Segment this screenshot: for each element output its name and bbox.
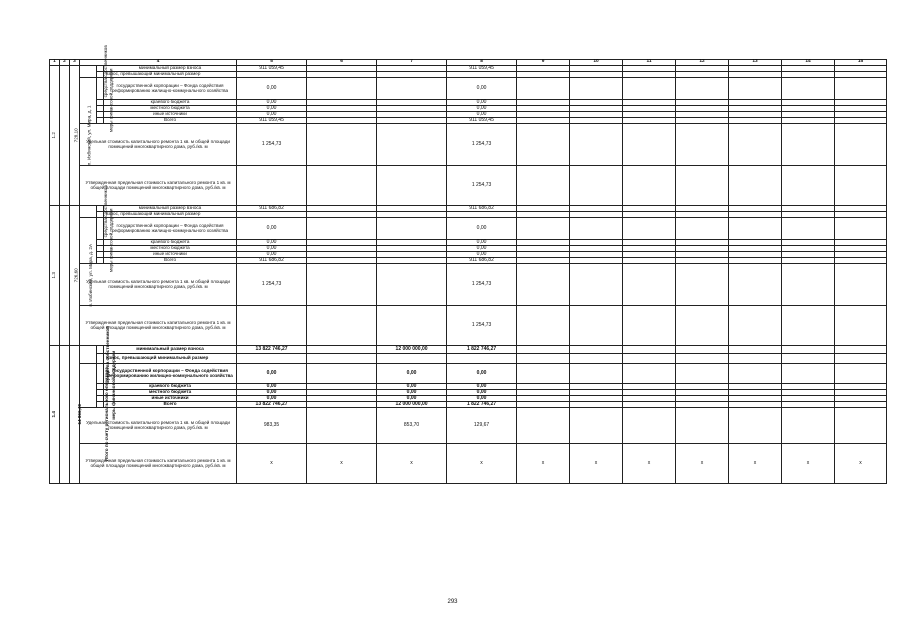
unit-cost-label: Удельная стоимость капитального ремонта 1 кв. м общей площади помещений многоквартирного дома, руб./кв. м <box>80 263 237 305</box>
col-header-4: 4 <box>80 60 237 66</box>
value-cell-15 <box>835 77 887 99</box>
value-cell-5: 0,00 <box>237 245 307 251</box>
value-cell-13 <box>729 123 782 165</box>
row-label: минимальный размер взноса <box>104 205 237 211</box>
value-cell-12 <box>676 77 729 99</box>
row-label: местного бюджета <box>104 245 237 251</box>
value-cell-7 <box>377 123 447 165</box>
budget-table <box>49 45 887 484</box>
value-cell-5 <box>237 305 307 345</box>
col-header-5: 5 <box>237 60 307 66</box>
value-cell-13 <box>729 353 782 363</box>
value-cell-8: 1 254,73 <box>447 263 517 305</box>
value-cell-7 <box>377 217 447 239</box>
financial-support-group-text: меры финансовой поддержки <box>111 350 117 420</box>
col-header-15: 15 <box>835 60 887 66</box>
value-cell-15: x <box>835 443 887 483</box>
value-cell-13 <box>729 345 782 353</box>
value-cell-8: 0,00 <box>447 383 517 389</box>
value-cell-5: 0,00 <box>237 389 307 395</box>
col-header-13: 13 <box>729 60 782 66</box>
value-cell-9 <box>517 345 570 353</box>
value-cell-9 <box>517 217 570 239</box>
value-cell-7 <box>377 263 447 305</box>
value-cell-5: x <box>237 443 307 483</box>
table-row <box>50 165 887 205</box>
row-label: государственной корпорации – Фонда содействия реформированию жилищно-коммунального хозяйства <box>104 363 237 383</box>
value-cell-13 <box>729 217 782 239</box>
row-label: местного бюджета <box>104 105 237 111</box>
col-header-1: 1 <box>50 60 60 66</box>
owners-funds-group <box>80 45 108 98</box>
address-cell-text: п. Ихбинский, ул. Мира, д. 1 <box>86 105 92 166</box>
value-cell-11 <box>623 77 676 99</box>
value-cell-8: 1 254,73 <box>447 165 517 205</box>
row-number <box>50 345 60 483</box>
value-cell-11 <box>623 263 676 305</box>
value-cell-9 <box>517 263 570 305</box>
col-header-3: 3 <box>70 60 80 66</box>
row-label: минимальный размер взноса <box>104 345 237 353</box>
value-cell-8: 1 822 746,27 <box>447 401 517 407</box>
value-cell-12: x <box>676 443 729 483</box>
row-label: иные источники <box>104 111 237 117</box>
value-cell-9 <box>517 77 570 99</box>
col-header-8: 8 <box>447 60 517 66</box>
value-cell-8: 911 059,45 <box>447 65 517 71</box>
value-cell-6 <box>307 353 377 363</box>
area-cell-text: 726,60 <box>73 268 79 283</box>
value-cell-15 <box>835 363 887 383</box>
value-cell-6 <box>307 345 377 353</box>
value-cell-6 <box>307 305 377 345</box>
row-number-text: 1.3 <box>51 272 57 279</box>
value-cell-6 <box>307 363 377 383</box>
value-cell-11: x <box>623 443 676 483</box>
row-label: взнос, превышающий минимальный размер <box>104 71 237 77</box>
value-cell-5: 0,00 <box>237 217 307 239</box>
value-cell-13 <box>729 407 782 443</box>
value-cell-9 <box>517 165 570 205</box>
value-cell-13 <box>729 165 782 205</box>
value-cell-7: 12 000 000,00 <box>377 401 447 407</box>
row-label: местного бюджета <box>104 389 237 395</box>
table-row <box>50 217 887 239</box>
value-cell-8: 0,00 <box>447 99 517 105</box>
value-cell-5: 0,00 <box>237 111 307 117</box>
row-label: минимальный размер взноса <box>104 65 237 71</box>
value-cell-14 <box>782 407 835 443</box>
value-cell-8: 911 686,82 <box>447 257 517 263</box>
value-cell-8: 1 254,73 <box>447 305 517 345</box>
value-cell-9 <box>517 353 570 363</box>
col-header-7: 7 <box>377 60 447 66</box>
unit-cost-label: Удельная стоимость капитального ремонта 1 кв. м общей площади помещений многоквартирного дома, руб./кв. м <box>80 407 237 443</box>
value-cell-12 <box>676 305 729 345</box>
row-label: взнос, превышающий минимальный размер <box>104 211 237 217</box>
col-header-14: 14 <box>782 60 835 66</box>
value-cell-12 <box>676 353 729 363</box>
table-body <box>50 45 887 484</box>
value-cell-15 <box>835 345 887 353</box>
value-cell-11 <box>623 217 676 239</box>
approved-cost-label: Утвержденная предельная стоимость капитального ремонта 1 кв. м общей площади помещений многоквартирного дома, руб./кв. м <box>80 305 237 345</box>
area-cell <box>70 345 80 483</box>
value-cell-10 <box>570 345 623 353</box>
row-label: краевого бюджета <box>104 99 237 105</box>
col-header-9: 9 <box>517 60 570 66</box>
value-cell-7 <box>377 165 447 205</box>
value-cell-5: 983,35 <box>237 407 307 443</box>
value-cell-14 <box>782 363 835 383</box>
value-cell-14 <box>782 123 835 165</box>
value-cell-5: 911 686,82 <box>237 257 307 263</box>
value-cell-8: 1 254,73 <box>447 123 517 165</box>
value-cell-6 <box>307 77 377 99</box>
approved-cost-label: Утвержденная предельная стоимость капитального ремонта 1 кв. м общей площади помещений многоквартирного дома, руб./кв. м <box>80 165 237 205</box>
row-label: иные источники <box>104 395 237 401</box>
value-cell-6 <box>307 407 377 443</box>
value-cell-7: 12 000 000,00 <box>377 345 447 353</box>
value-cell-5 <box>237 165 307 205</box>
value-cell-15 <box>835 165 887 205</box>
value-cell-10: x <box>570 443 623 483</box>
col-header-10: 10 <box>570 60 623 66</box>
table-row <box>50 123 887 165</box>
row-label: взнос, превышающий минимальный размер <box>104 353 237 363</box>
value-cell-8: 129,67 <box>447 407 517 443</box>
value-cell-13 <box>729 77 782 99</box>
value-cell-12 <box>676 263 729 305</box>
approved-cost-label: Утвержденная предельная стоимость капитального ремонта 1 кв. м общей площади помещений многоквартирного дома, руб./кв. м <box>80 443 237 483</box>
value-cell-10 <box>570 263 623 305</box>
table-row <box>50 77 887 99</box>
value-cell-5: 911 059,45 <box>237 117 307 123</box>
value-cell-11 <box>623 165 676 205</box>
page-number: 293 <box>447 599 458 605</box>
value-cell-11 <box>623 407 676 443</box>
owners-funds-group-text: средства собственников <box>102 185 108 238</box>
value-cell-8: 0,00 <box>447 111 517 117</box>
area-cell-text: 728,10 <box>73 128 79 143</box>
value-cell-11 <box>623 305 676 345</box>
value-cell-15 <box>835 353 887 363</box>
value-cell-15 <box>835 407 887 443</box>
value-cell-13 <box>729 363 782 383</box>
value-cell-10 <box>570 217 623 239</box>
value-cell-5: 0,00 <box>237 251 307 257</box>
value-cell-7: 0,00 <box>377 383 447 389</box>
value-cell-11 <box>623 353 676 363</box>
value-cell-6 <box>307 165 377 205</box>
row-number <box>50 65 60 205</box>
value-cell-10 <box>570 123 623 165</box>
row-label: Всего <box>104 401 237 407</box>
value-cell-7: 853,70 <box>377 407 447 443</box>
value-cell-5: 911 059,45 <box>237 65 307 71</box>
value-cell-8: 0,00 <box>447 105 517 111</box>
value-cell-14: x <box>782 443 835 483</box>
value-cell-10 <box>570 305 623 345</box>
value-cell-12 <box>676 217 729 239</box>
owners-funds-group <box>80 185 108 238</box>
value-cell-9 <box>517 407 570 443</box>
value-cell-12 <box>676 123 729 165</box>
address-cell-text: п. Ихбинский, ул. Мира, д. 2А <box>88 243 94 307</box>
table-row <box>50 353 887 363</box>
owners-funds-group-text: средства собственников <box>105 325 111 383</box>
unit-cost-label: Удельная стоимость капитального ремонта 1 кв. м общей площади помещений многоквартирного дома, руб./кв. м <box>80 123 237 165</box>
value-cell-7: 0,00 <box>377 363 447 383</box>
financial-support-group-text: меры финансовой поддержки <box>108 68 114 133</box>
value-cell-8: 911 686,82 <box>447 205 517 211</box>
value-cell-7: x <box>377 443 447 483</box>
value-cell-14 <box>782 165 835 205</box>
value-cell-10 <box>570 165 623 205</box>
row-label: краевого бюджета <box>104 383 237 389</box>
value-cell-15 <box>835 217 887 239</box>
value-cell-14 <box>782 217 835 239</box>
table-row <box>50 305 887 345</box>
value-cell-8: 0,00 <box>447 389 517 395</box>
value-cell-10 <box>570 363 623 383</box>
row-label: краевого бюджета <box>104 239 237 245</box>
spacer-cell <box>97 345 104 353</box>
col-header-6: 6 <box>307 60 377 66</box>
row-label: государственной корпорации – Фонда содействия реформированию жилищно-коммунального хозяйства <box>104 217 237 239</box>
table-row <box>50 443 887 483</box>
value-cell-10 <box>570 407 623 443</box>
value-cell-7 <box>377 305 447 345</box>
table-row <box>50 407 887 443</box>
owners-funds-group-text: средства собственников <box>102 45 108 98</box>
value-cell-14 <box>782 353 835 363</box>
area-cell <box>70 205 80 345</box>
value-cell-13 <box>729 263 782 305</box>
spacer-cell <box>97 353 104 363</box>
value-cell-9: x <box>517 443 570 483</box>
value-cell-5: 0,00 <box>237 239 307 245</box>
row-label: Всего <box>104 257 237 263</box>
row-label: государственной корпорации – Фонда содействия реформированию жилищно-коммунального хозяйства <box>104 77 237 99</box>
value-cell-5: 911 686,82 <box>237 205 307 211</box>
owners-funds-group <box>80 325 111 383</box>
value-cell-9 <box>517 123 570 165</box>
value-cell-5: 13 822 746,27 <box>237 345 307 353</box>
row-label: Всего <box>104 117 237 123</box>
value-cell-13 <box>729 305 782 345</box>
value-cell-5: 0,00 <box>237 395 307 401</box>
value-cell-14 <box>782 305 835 345</box>
col-header-11: 11 <box>623 60 676 66</box>
value-cell-15 <box>835 123 887 165</box>
value-cell-12 <box>676 407 729 443</box>
col-header-2: 2 <box>60 60 70 66</box>
table-row <box>50 363 887 383</box>
value-cell-13: x <box>729 443 782 483</box>
financial-support-group-text: меры финансовой поддержки <box>108 208 114 273</box>
value-cell-12 <box>676 363 729 383</box>
value-cell-12 <box>676 165 729 205</box>
value-cell-15 <box>835 305 887 345</box>
value-cell-6 <box>307 263 377 305</box>
row-label: иные источники <box>104 251 237 257</box>
value-cell-8: 0,00 <box>447 217 517 239</box>
row-number <box>50 205 60 345</box>
value-cell-15 <box>835 263 887 305</box>
value-cell-5: 1 254,73 <box>237 263 307 305</box>
value-cell-8: x <box>447 443 517 483</box>
value-cell-7: 0,00 <box>377 389 447 395</box>
value-cell-10 <box>570 353 623 363</box>
address-cell-text: Итого по счету регионального оператора <box>103 367 109 462</box>
value-cell-6 <box>307 217 377 239</box>
value-cell-5: 0,00 <box>237 383 307 389</box>
value-cell-8: 1 822 746,27 <box>447 345 517 353</box>
area-cell-text: 14 066,40 <box>76 404 82 425</box>
value-cell-9 <box>517 363 570 383</box>
value-cell-9 <box>517 305 570 345</box>
col-header-12: 12 <box>676 60 729 66</box>
value-cell-10 <box>570 77 623 99</box>
value-cell-7: 0,00 <box>377 395 447 401</box>
value-cell-11 <box>623 345 676 353</box>
value-cell-11 <box>623 123 676 165</box>
table-row <box>50 263 887 305</box>
value-cell-11 <box>623 363 676 383</box>
value-cell-5: 0,00 <box>237 363 307 383</box>
value-cell-8: 0,00 <box>447 395 517 401</box>
value-cell-6 <box>307 123 377 165</box>
value-cell-12 <box>676 345 729 353</box>
value-cell-5: 0,00 <box>237 99 307 105</box>
value-cell-7 <box>377 353 447 363</box>
value-cell-14 <box>782 77 835 99</box>
value-cell-14 <box>782 345 835 353</box>
row-number-text: 1.2 <box>51 132 57 139</box>
value-cell-7 <box>377 77 447 99</box>
value-cell-8: 0,00 <box>447 77 517 99</box>
spacer-cell <box>97 363 104 383</box>
value-cell-8: 0,00 <box>447 363 517 383</box>
value-cell-5: 0,00 <box>237 77 307 99</box>
value-cell-8 <box>447 353 517 363</box>
value-cell-5: 0,00 <box>237 105 307 111</box>
table-row <box>50 345 887 353</box>
row-number-text: 1.4 <box>51 411 57 418</box>
value-cell-8: 0,00 <box>447 251 517 257</box>
value-cell-8: 0,00 <box>447 245 517 251</box>
value-cell-6: x <box>307 443 377 483</box>
area-cell <box>70 65 80 205</box>
value-cell-8: 911 059,45 <box>447 117 517 123</box>
value-cell-5: 13 822 746,27 <box>237 401 307 407</box>
value-cell-8: 0,00 <box>447 239 517 245</box>
value-cell-14 <box>782 263 835 305</box>
value-cell-5: 1 254,73 <box>237 123 307 165</box>
value-cell-5 <box>237 353 307 363</box>
